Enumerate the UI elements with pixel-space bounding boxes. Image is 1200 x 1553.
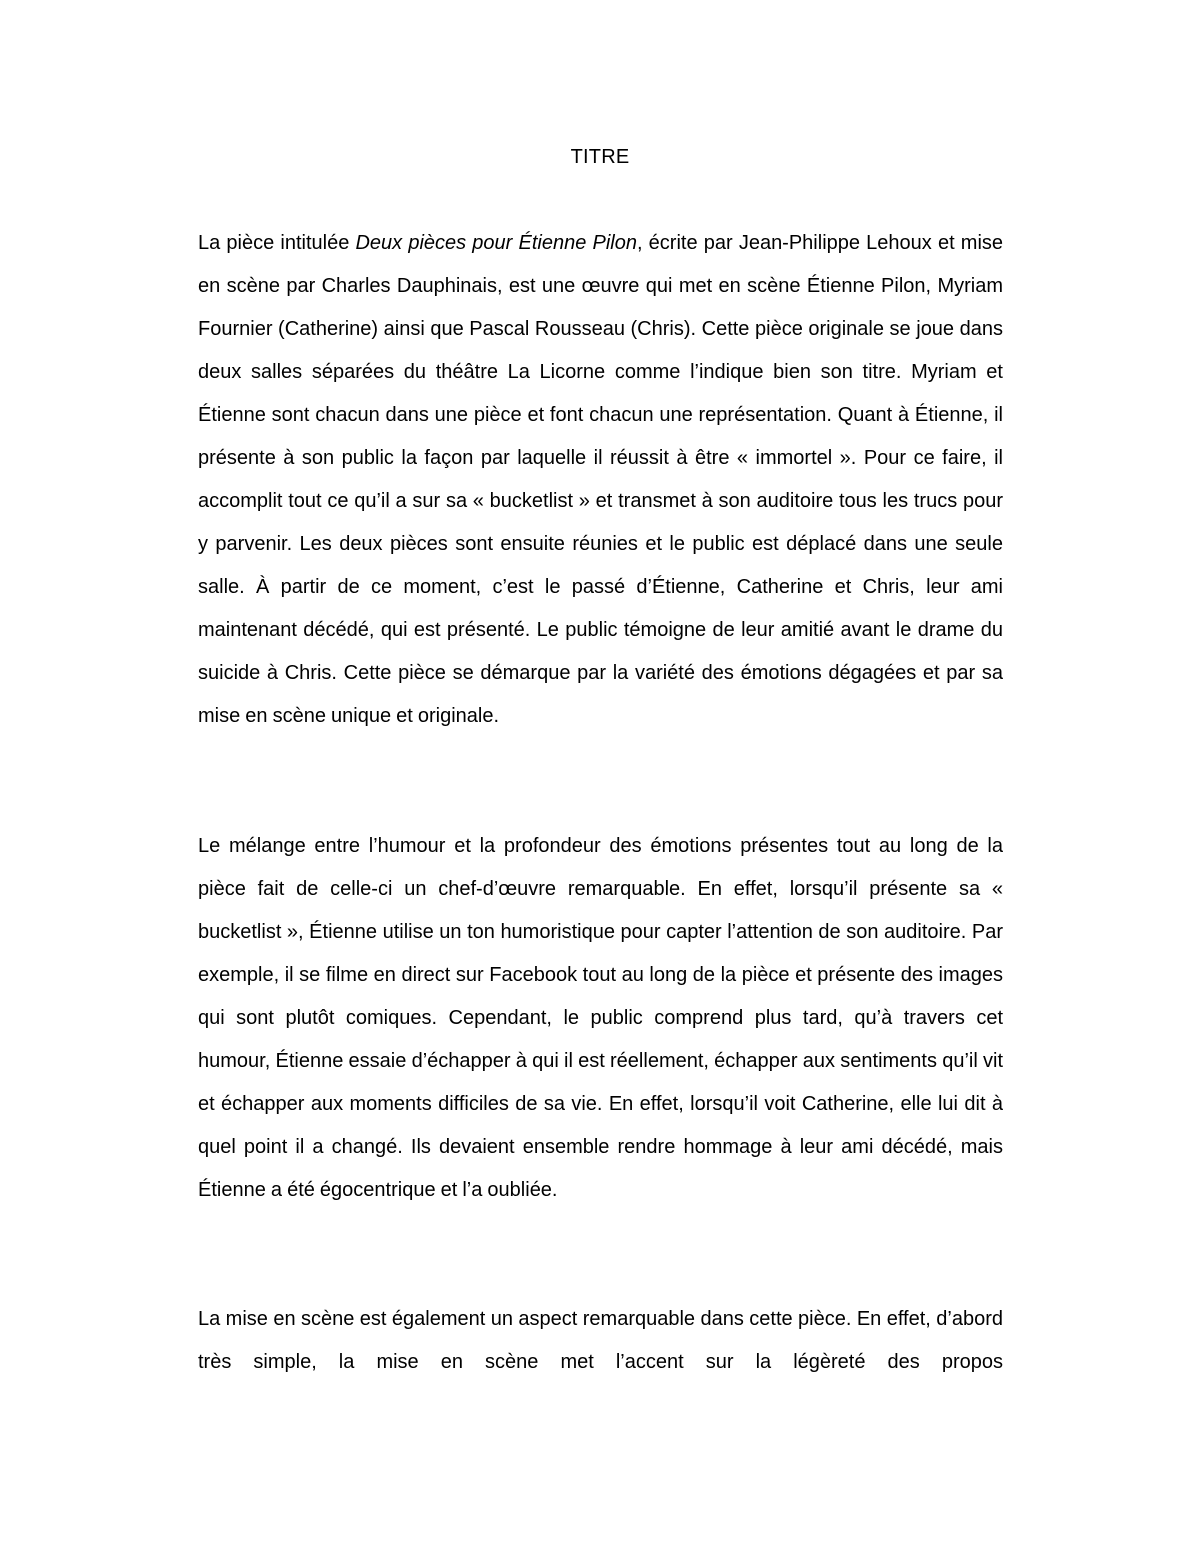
paragraph-1 — [198, 222, 1003, 738]
paragraph-1-intro: La pièce intitulée — [198, 232, 356, 254]
document-title: TITRE — [570, 146, 630, 168]
paragraph-2: Le mélange entre l’humour et la profondeur des émotions présentes tout au long de la pièce fait de celle-ci un chef-d’œuvre remarquable. En effet, lorsqu’il présente sa « bucketlist », Étienne utilise un ton humoristique pour capter l’attention de son auditoire. Par exemple, il se filme en direct sur Facebook tout au long de la pièce et présente des images qui sont plutôt comiques. Cependant, le public comprend plus tard, qu’à travers cet humour, Étienne essaie d’échapper à qui il est réellement, échapper aux sentiments qu’il vit et échapper aux moments difficiles de sa vie. En effet, lorsqu’il voit Catherine, elle lui dit à quel point il a changé. Ils devaient ensemble rendre hommage à leur ami décédé, mais Étienne a été égocentrique et l’a oubliée. — [198, 835, 1003, 1201]
paragraph-3: La mise en scène est également un aspect remarquable dans cette pièce. En effet, d’abord très simple, la mise en scène met l’accent sur la légèreté des propos — [198, 1308, 1003, 1373]
paragraph-1-body: , écrite par Jean-Philippe Lehoux et mise en scène par Charles Dauphinais, est une œuvre qui met en scène Étienne Pilon, Myriam Fournier (Catherine) ainsi que Pascal Rousseau (Chris). Cette pièce originale se joue dans deux salles séparées du théâtre La Licorne comme l’indique bien son titre. Myriam et Étienne sont chacun dans une pièce et font chacun une représentation. Quant à Étienne, il présente à son public la façon par laquelle il réussit à être « immortel ». Pour ce faire, il accomplit tout ce qu’il a sur sa « bucketlist » et transmet à son auditoire tous les trucs pour y parvenir. Les deux pièces sont ensuite réunies et le public est déplacé dans une seule salle. À partir de ce moment, c’est le passé d’Étienne, Catherine et Chris, leur ami maintenant décédé, qui est présenté. Le public témoigne de leur amitié avant le drame du suicide à Chris. Cette pièce se démarque par la variété des émotions dégagées et par sa mise en scène unique et originale. — [198, 232, 1004, 727]
play-title-italic: Deux pièces pour Étienne Pilon — [355, 232, 637, 254]
